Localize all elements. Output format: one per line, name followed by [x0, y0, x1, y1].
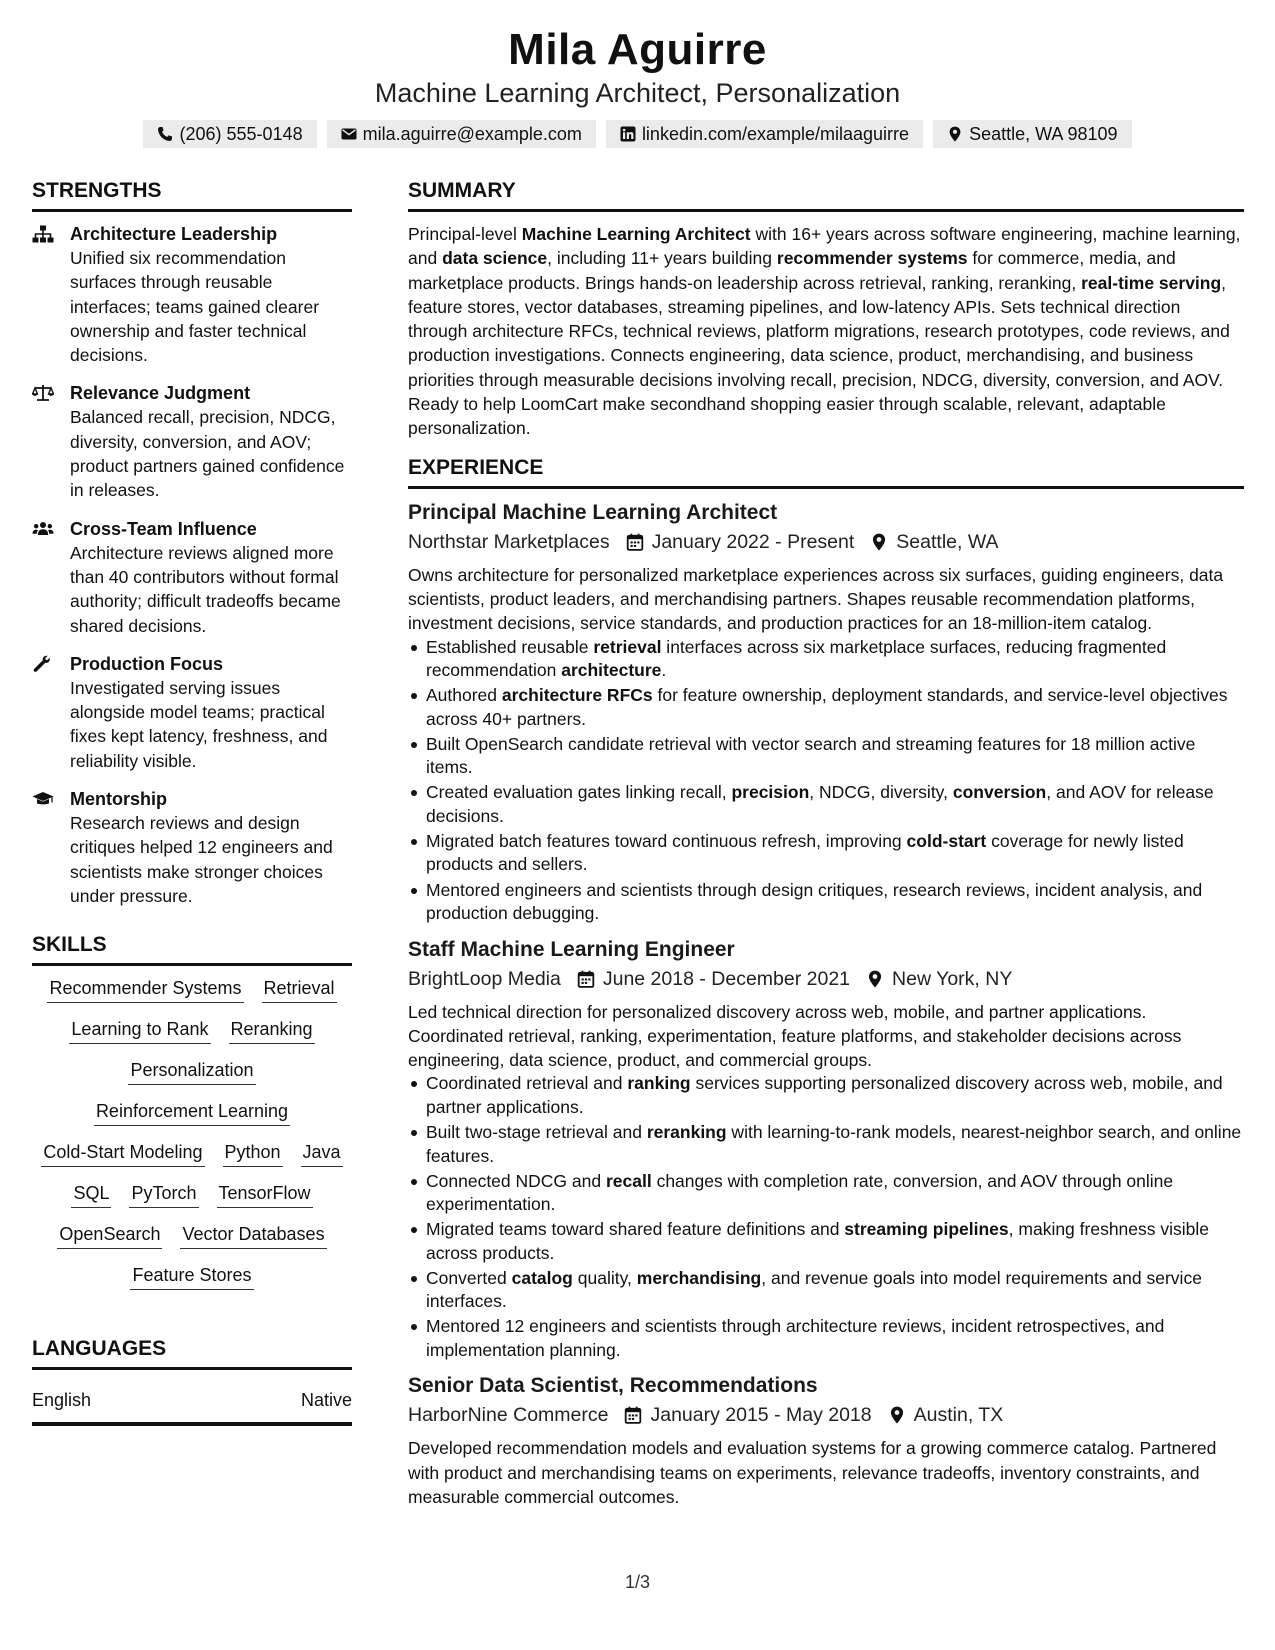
graduation-cap-icon [32, 790, 54, 808]
strength-item [32, 517, 352, 638]
job-company: BrightLoop Media [408, 967, 561, 990]
skill-tag: Reinforcement Learning [94, 1099, 290, 1126]
experience-list [408, 499, 1244, 1510]
strength-text: Research reviews and design critiques helped 12 engineers and scientists make stronger choices under pressure. [70, 813, 333, 906]
phone-icon [157, 126, 173, 142]
map-pin-icon [888, 1406, 906, 1424]
job-bullet: Migrated teams toward shared feature definitions and streaming pipelines, making freshness visible across products. [408, 1218, 1244, 1265]
contact-linkedin[interactable] [606, 120, 923, 148]
right-column [408, 178, 1244, 1519]
job-bullet: Migrated batch features toward continuous refresh, improving cold-start coverage for newly listed products and sellers. [408, 830, 1244, 877]
balance-scale-icon [32, 384, 54, 402]
job-title: Staff Machine Learning Engineer [408, 937, 735, 961]
job-meta [408, 527, 1244, 557]
skill-tag: Retrieval [262, 976, 337, 1003]
strength-text: Architecture reviews aligned more than 40 contributors without formal authority; difficult tradeoffs became shared decisions. [70, 542, 341, 636]
candidate-name: Mila Aguirre [508, 25, 767, 74]
job-bullet: Connected NDCG and recall changes with completion rate, conversion, and AOV through online experimentation. [408, 1170, 1244, 1217]
envelope-icon [341, 126, 357, 142]
email-text: mila.aguirre@example.com [362, 124, 582, 144]
job-bullet: Coordinated retrieval and ranking services supporting personalized discovery across web, mobile, and partner applications. [408, 1072, 1244, 1119]
contact-bar [0, 120, 1275, 148]
language-name: English [32, 1390, 92, 1411]
skill-tag: Feature Stores [130, 1263, 253, 1290]
job-title: Senior Data Scientist, Recommendations [408, 1374, 818, 1398]
skill-tag: Python [223, 1140, 283, 1167]
skill-tag: Recommender Systems [47, 976, 243, 1003]
skill-tag: Learning to Rank [69, 1017, 210, 1044]
calendar-icon [577, 970, 595, 988]
job-bullet: Built two-stage retrieval and reranking with learning-to-rank models, nearest-neighbor search, and online features. [408, 1121, 1244, 1168]
phone-text: (206) 555-0148 [179, 124, 303, 144]
skill-tag: PyTorch [129, 1181, 198, 1208]
map-pin-icon [947, 126, 963, 142]
strength-item [32, 652, 352, 773]
job-bullets [408, 636, 1244, 926]
strength-title: Relevance Judgment [70, 383, 251, 404]
job-bullet: Converted catalog quality, merchandising, and revenue goals into model requirements and service interfaces. [408, 1267, 1244, 1314]
strengths-heading: STRENGTHS [32, 178, 352, 212]
calendar-icon [624, 1406, 642, 1424]
job-bullet: Built OpenSearch candidate retrieval with vector search and streaming features for 18 million active items. [408, 733, 1244, 780]
location-text: Seattle, WA 98109 [969, 124, 1118, 144]
strength-title: Mentorship [70, 789, 167, 810]
strength-item [32, 222, 352, 367]
skills-heading: SKILLS [32, 932, 352, 966]
job-bullet: Created evaluation gates linking recall, precision, NDCG, diversity, conversion, and AOV for release decisions. [408, 781, 1244, 828]
calendar-icon [626, 533, 644, 551]
job-entry [408, 1372, 1244, 1509]
job-dates: June 2018 - December 2021 [577, 964, 850, 994]
job-meta [408, 1400, 1244, 1430]
sitemap-icon [32, 225, 54, 243]
linkedin-text: linkedin.com/example/milaaguirre [641, 124, 910, 144]
language-row [32, 1380, 352, 1426]
job-description: Developed recommendation models and evaluation systems for a growing commerce catalog. Partnered with product and merchandising teams on experiments, relevance tradeoffs, inventory constraints, and measurable commercial outcomes. [408, 1438, 1217, 1507]
strength-item [32, 787, 352, 908]
job-entry [408, 499, 1244, 926]
map-pin-icon [866, 970, 884, 988]
job-meta [408, 964, 1244, 994]
job-title: Principal Machine Learning Architect [408, 500, 778, 524]
contact-location [933, 120, 1131, 148]
strength-title: Architecture Leadership [70, 224, 278, 244]
job-description: Owns architecture for personalized marketplace experiences across six surfaces, guiding engineers, data scientists, product leaders, and merchandising partners. Shapes reusable recommendation platforms, investment decisions, service standards, and production practices for an 18-million-item catalog. [408, 564, 1224, 634]
skill-tag: Java [301, 1140, 343, 1167]
contact-phone[interactable] [143, 120, 316, 148]
language-level: Native [300, 1390, 352, 1411]
summary-heading: SUMMARY [408, 178, 1244, 212]
job-location: Austin, TX [888, 1400, 1004, 1430]
job-company: Northstar Marketplaces [408, 530, 610, 553]
job-dates: January 2022 - Present [626, 527, 855, 557]
resume-header [0, 0, 1275, 148]
job-description: Led technical direction for personalized discovery across web, mobile, and partner applications. Coordinated retrieval, ranking, experimentation, feature platforms, and stakeholder decisions across engineering, data science, product, and commercial groups. [408, 1001, 1182, 1071]
contact-email[interactable] [327, 120, 596, 148]
skill-tag: TensorFlow [217, 1181, 313, 1208]
job-bullet: Mentored engineers and scientists through design critiques, research reviews, incident analysis, and production debugging. [408, 879, 1244, 926]
strength-title: Production Focus [70, 653, 223, 674]
left-column [32, 178, 352, 1426]
summary-text: Principal-level Machine Learning Architect with 16+ years across software engineering, machine learning, and data science, including 11+ years building recommender systems for commerce, media, and marketplace products. Brings hands-on leadership across retrieval, ranking, reranking, real-time serving, feature stores, vector databases, streaming pipelines, and low-latency APIs. Sets technical direction through architecture RFCs, technical reviews, platform migrations, research prototypes, code reviews, and production investigations. Connects engineering, data science, product, merchandising, and business priorities through measurable decisions involving recall, precision, NDCG, diversity, conversion, and AOV. Ready to help LoomCart make secondhand shopping easier through scalable, relevant, adaptable personalization. [408, 224, 1241, 439]
strength-text: Unified six recommendation surfaces through reusable interfaces; teams gained clearer ownership and faster technical decisions. [70, 248, 320, 366]
candidate-title: Machine Learning Architect, Personalization [374, 78, 901, 108]
languages-heading: LANGUAGES [32, 1336, 352, 1370]
job-company: HarborNine Commerce [408, 1404, 609, 1427]
skill-tag: Cold-Start Modeling [41, 1140, 204, 1167]
skill-tag: Vector Databases [180, 1222, 326, 1249]
skills-list [32, 976, 352, 1290]
job-bullet: Authored architecture RFCs for feature ownership, deployment standards, and service-level objectives across 40+ partners. [408, 684, 1244, 731]
job-dates: January 2015 - May 2018 [624, 1400, 871, 1430]
strength-title: Cross-Team Influence [70, 518, 257, 539]
skill-tag: SQL [71, 1181, 111, 1208]
job-bullets [408, 1072, 1244, 1362]
users-icon [32, 520, 54, 538]
job-bullet: Mentored 12 engineers and scientists through architecture reviews, incident retrospectives, and implementation planning. [408, 1315, 1244, 1362]
skill-tag: OpenSearch [57, 1222, 162, 1249]
skill-tag: Personalization [128, 1058, 255, 1085]
page-number: 1/3 [624, 1572, 651, 1592]
strength-item [32, 381, 352, 502]
map-pin-icon [870, 533, 888, 551]
linkedin-icon [620, 126, 636, 142]
skill-tag: Reranking [229, 1017, 315, 1044]
experience-heading: EXPERIENCE [408, 455, 1244, 489]
job-bullet: Established reusable retrieval interfaces across six marketplace surfaces, reducing fragmented recommendation architecture. [408, 636, 1244, 683]
strength-text: Balanced recall, precision, NDCG, diversity, conversion, and AOV; product partners gained confidence in releases. [70, 407, 345, 501]
job-location: New York, NY [866, 964, 1012, 994]
strength-text: Investigated serving issues alongside model teams; practical fixes kept latency, freshness, and reliability visible. [70, 677, 328, 771]
job-entry [408, 936, 1244, 1363]
job-location: Seattle, WA [870, 527, 998, 557]
wrench-icon [32, 655, 54, 673]
